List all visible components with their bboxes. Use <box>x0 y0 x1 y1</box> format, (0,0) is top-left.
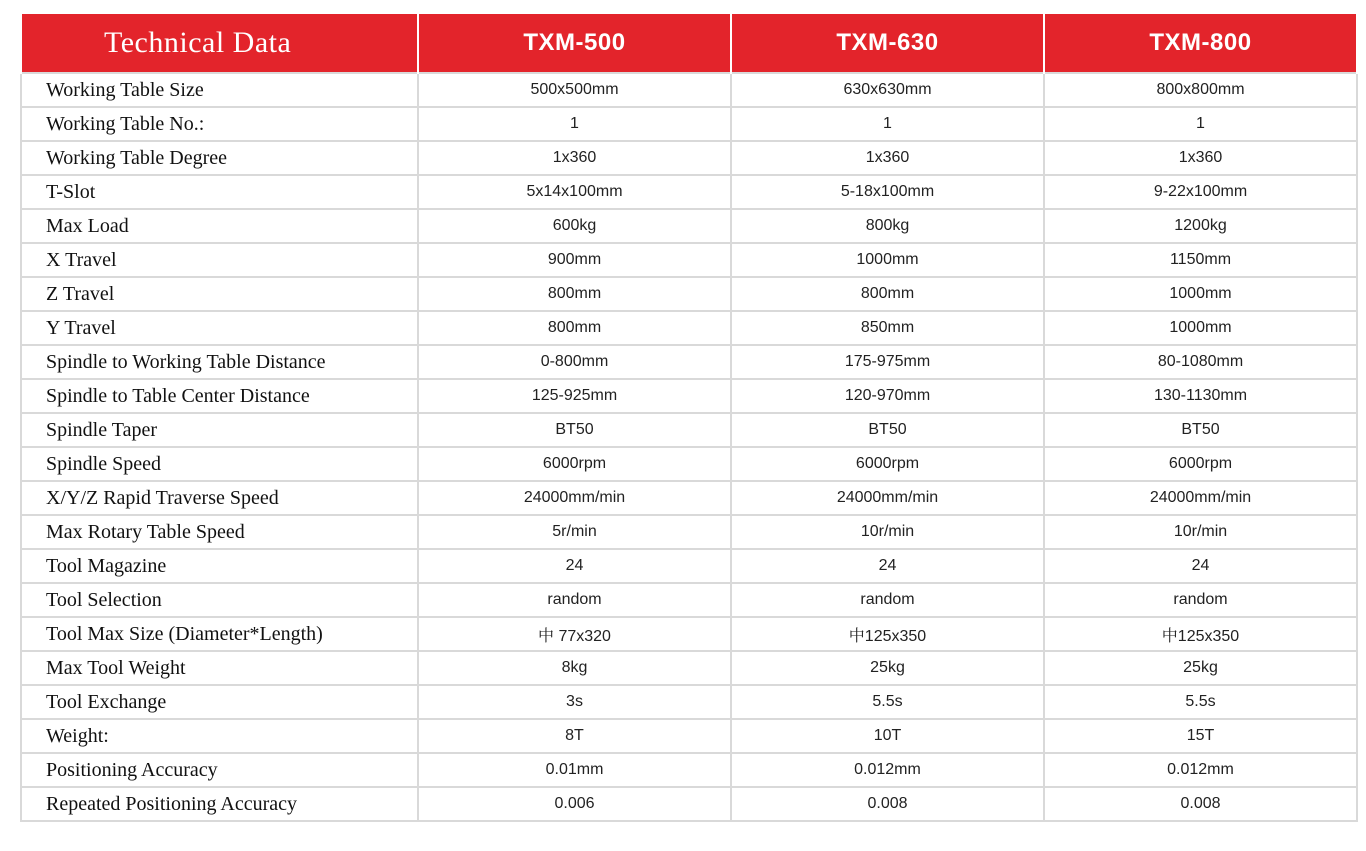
row-label: Working Table Size <box>21 73 418 107</box>
table-row <box>21 481 1357 515</box>
row-value: 130-1130mm <box>1044 379 1357 413</box>
row-label: Repeated Positioning Accuracy <box>21 787 418 821</box>
row-value: 5r/min <box>418 515 731 549</box>
row-label: Max Rotary Table Speed <box>21 515 418 549</box>
row-label: Positioning Accuracy <box>21 753 418 787</box>
table-row <box>21 583 1357 617</box>
row-label: Y Travel <box>21 311 418 345</box>
row-label: Spindle to Table Center Distance <box>21 379 418 413</box>
row-value: 175-975mm <box>731 345 1044 379</box>
row-value: 800x800mm <box>1044 73 1357 107</box>
row-value: 3s <box>418 685 731 719</box>
row-value: 0.008 <box>1044 787 1357 821</box>
row-value: 1000mm <box>1044 277 1357 311</box>
row-value: 630x630mm <box>731 73 1044 107</box>
row-label: Tool Selection <box>21 583 418 617</box>
row-value: 800kg <box>731 209 1044 243</box>
row-value: 25kg <box>1044 651 1357 685</box>
table-row <box>21 549 1357 583</box>
row-label: T-Slot <box>21 175 418 209</box>
table-row <box>21 447 1357 481</box>
header-row <box>21 14 1357 73</box>
row-value: 1000mm <box>731 243 1044 277</box>
header-technical-data: Technical Data <box>21 14 418 73</box>
row-value: 6000rpm <box>1044 447 1357 481</box>
row-value: 8kg <box>418 651 731 685</box>
row-value: 15T <box>1044 719 1357 753</box>
row-value: 1 <box>1044 107 1357 141</box>
table-row <box>21 685 1357 719</box>
row-value: 600kg <box>418 209 731 243</box>
row-value: 80-1080mm <box>1044 345 1357 379</box>
row-value: 125-925mm <box>418 379 731 413</box>
row-label: Tool Magazine <box>21 549 418 583</box>
table-row <box>21 413 1357 447</box>
row-value: 0-800mm <box>418 345 731 379</box>
row-value: 24000mm/min <box>731 481 1044 515</box>
spec-rows <box>21 73 1357 821</box>
row-label: Working Table Degree <box>21 141 418 175</box>
table-row <box>21 107 1357 141</box>
row-value: 9-22x100mm <box>1044 175 1357 209</box>
row-value: 850mm <box>731 311 1044 345</box>
header-model-txm-800: TXM-800 <box>1044 14 1357 73</box>
row-value: 800mm <box>418 277 731 311</box>
row-value: 10r/min <box>1044 515 1357 549</box>
technical-data-table <box>20 14 1358 822</box>
row-value: BT50 <box>418 413 731 447</box>
row-value: 5.5s <box>731 685 1044 719</box>
row-value: random <box>731 583 1044 617</box>
row-value: 120-970mm <box>731 379 1044 413</box>
row-value: 24 <box>418 549 731 583</box>
row-value: 0.012mm <box>1044 753 1357 787</box>
row-value: 5-18x100mm <box>731 175 1044 209</box>
table-row <box>21 651 1357 685</box>
row-label: Z Travel <box>21 277 418 311</box>
row-value: 24000mm/min <box>1044 481 1357 515</box>
row-value: 24000mm/min <box>418 481 731 515</box>
row-value: 6000rpm <box>418 447 731 481</box>
row-value: 1 <box>731 107 1044 141</box>
row-label: Max Load <box>21 209 418 243</box>
row-value: 10r/min <box>731 515 1044 549</box>
row-value: 1x360 <box>1044 141 1357 175</box>
table-row <box>21 209 1357 243</box>
row-value: 24 <box>731 549 1044 583</box>
row-value: 800mm <box>418 311 731 345</box>
row-value: BT50 <box>731 413 1044 447</box>
row-value: 0.008 <box>731 787 1044 821</box>
row-value: 800mm <box>731 277 1044 311</box>
row-value: 900mm <box>418 243 731 277</box>
table-row <box>21 141 1357 175</box>
table-row <box>21 617 1357 651</box>
row-value: 25kg <box>731 651 1044 685</box>
row-value: 1x360 <box>731 141 1044 175</box>
row-value: 中 77x320 <box>418 617 731 651</box>
row-value: 1 <box>418 107 731 141</box>
row-value: 1000mm <box>1044 311 1357 345</box>
row-label: X Travel <box>21 243 418 277</box>
row-value: 0.006 <box>418 787 731 821</box>
row-value: 1200kg <box>1044 209 1357 243</box>
table-row <box>21 719 1357 753</box>
table-row <box>21 73 1357 107</box>
row-value: 5x14x100mm <box>418 175 731 209</box>
table-row <box>21 787 1357 821</box>
table-row <box>21 753 1357 787</box>
row-label: Tool Exchange <box>21 685 418 719</box>
table-row <box>21 243 1357 277</box>
row-label: Tool Max Size (Diameter*Length) <box>21 617 418 651</box>
row-value: 中125x350 <box>1044 617 1357 651</box>
table-row <box>21 515 1357 549</box>
row-value: 24 <box>1044 549 1357 583</box>
row-value: 0.012mm <box>731 753 1044 787</box>
row-value: 1x360 <box>418 141 731 175</box>
row-value: 0.01mm <box>418 753 731 787</box>
row-label: X/Y/Z Rapid Traverse Speed <box>21 481 418 515</box>
row-value: 5.5s <box>1044 685 1357 719</box>
table-row <box>21 345 1357 379</box>
row-value: 10T <box>731 719 1044 753</box>
row-label: Spindle to Working Table Distance <box>21 345 418 379</box>
table-row <box>21 379 1357 413</box>
table-row <box>21 277 1357 311</box>
header-model-txm-500: TXM-500 <box>418 14 731 73</box>
row-value: BT50 <box>1044 413 1357 447</box>
row-value: random <box>418 583 731 617</box>
row-label: Working Table No.: <box>21 107 418 141</box>
row-label: Max Tool Weight <box>21 651 418 685</box>
row-label: Spindle Speed <box>21 447 418 481</box>
row-value: 6000rpm <box>731 447 1044 481</box>
row-label: Spindle Taper <box>21 413 418 447</box>
row-value: 8T <box>418 719 731 753</box>
header-model-txm-630: TXM-630 <box>731 14 1044 73</box>
table-row <box>21 311 1357 345</box>
table-row <box>21 175 1357 209</box>
row-value: random <box>1044 583 1357 617</box>
row-value: 中125x350 <box>731 617 1044 651</box>
row-value: 500x500mm <box>418 73 731 107</box>
row-label: Weight: <box>21 719 418 753</box>
row-value: 1150mm <box>1044 243 1357 277</box>
